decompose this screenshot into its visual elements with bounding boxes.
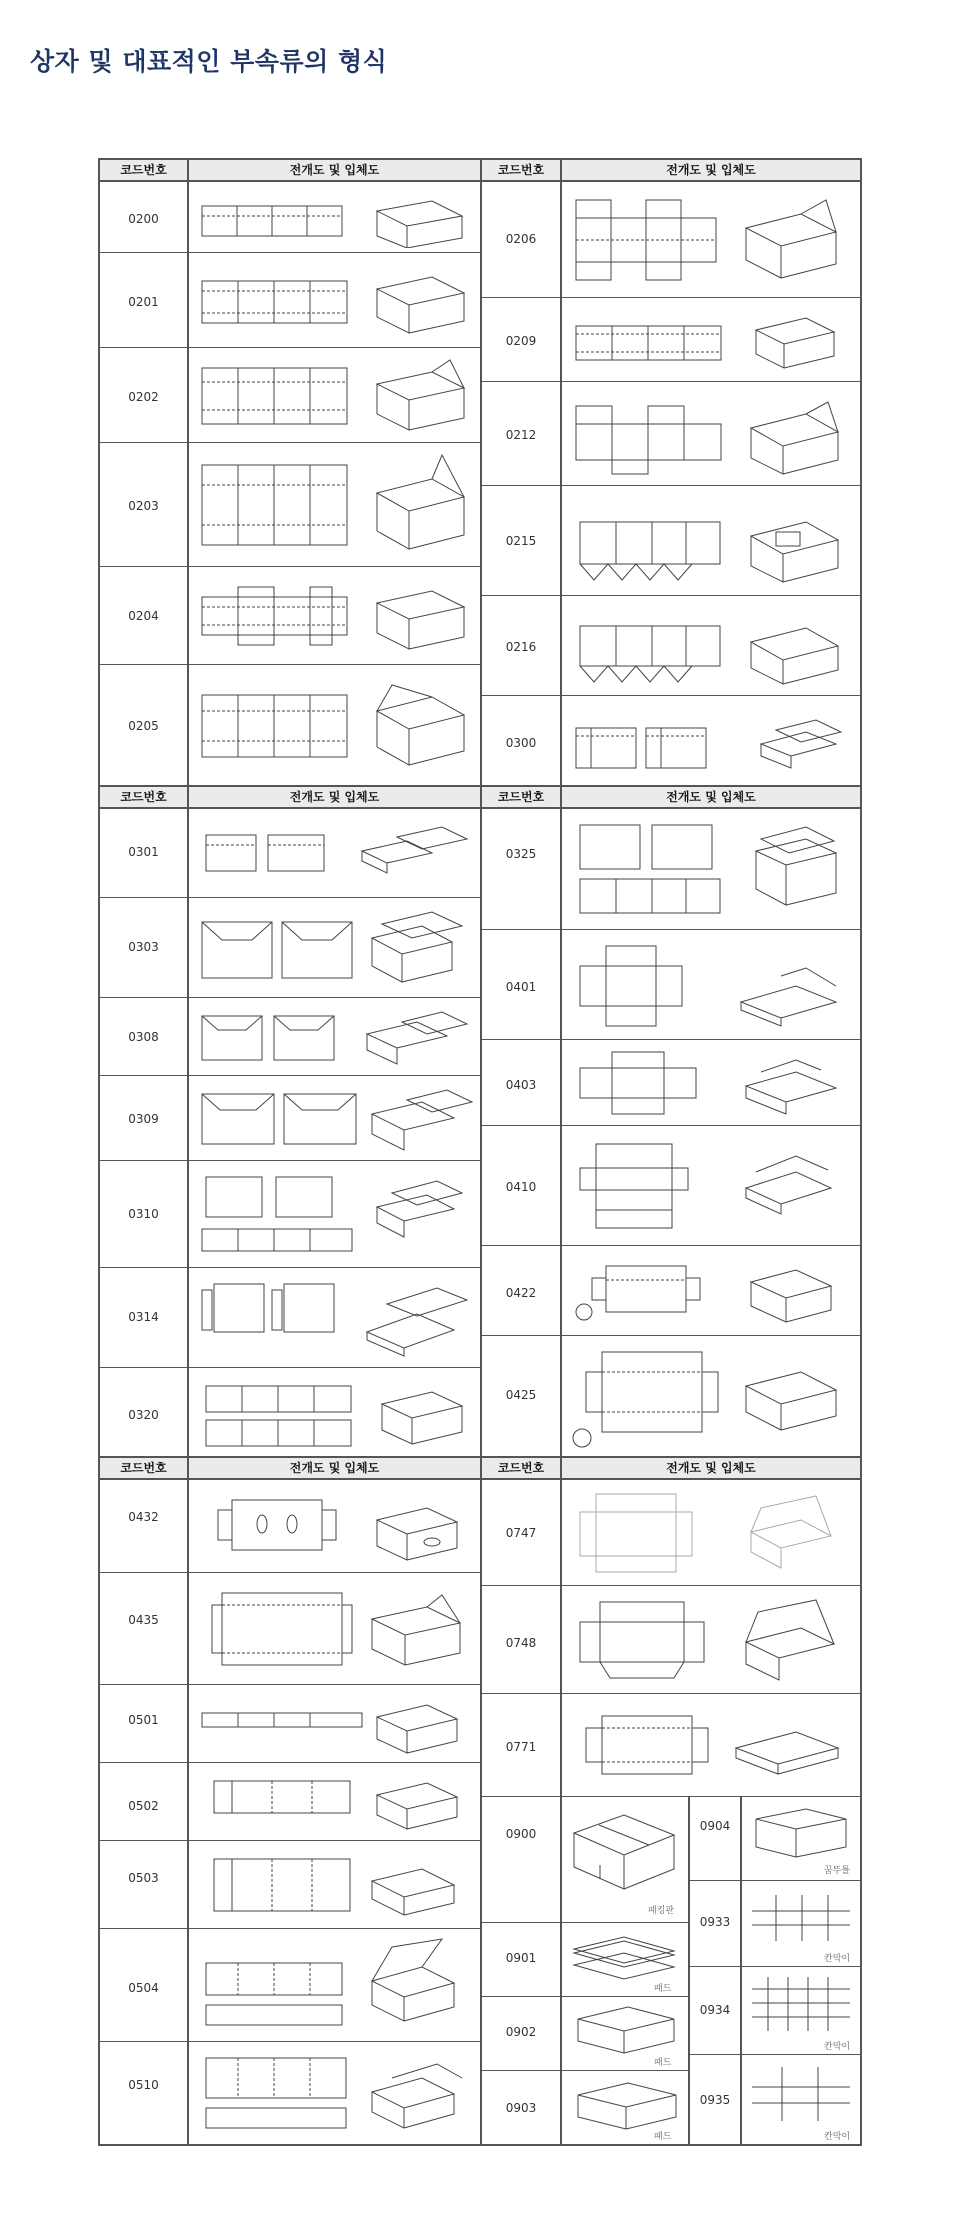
code-label: 0503 (128, 1871, 159, 1885)
box-drawing (566, 1486, 856, 1579)
code-label: 0502 (128, 1799, 159, 1813)
caption: 칸막이 (824, 2042, 851, 2052)
code-label: 0935 (699, 2093, 731, 2107)
box-drawing (192, 904, 476, 992)
code-label: 0215 (505, 534, 537, 548)
caption: 칸막이 (824, 2132, 851, 2142)
box-drawing (192, 1691, 476, 1757)
code-label: 0205 (128, 719, 159, 733)
partition-drawing (746, 2061, 856, 2127)
box-drawing (192, 573, 476, 659)
table-section-1 (98, 158, 862, 789)
page-title: 상자 및 대표적인 부속류의 형식 (30, 47, 388, 76)
box-drawing (192, 1847, 476, 1923)
box-drawing (566, 304, 856, 376)
code-label: 0902 (505, 2025, 537, 2039)
box-drawing (566, 1132, 856, 1240)
box-drawing (192, 1082, 476, 1155)
code-label: 0300 (505, 736, 537, 750)
header-drawing: 전개도 및 입체도 (562, 1458, 860, 1480)
box-drawing (192, 815, 476, 891)
caption: 패드 (654, 1984, 672, 1994)
header-code: 코드번호 (100, 787, 187, 809)
code-label: 0209 (505, 334, 537, 348)
pad-drawing (564, 1803, 684, 1903)
header-code: 코드번호 (100, 1458, 187, 1480)
code-label: 0403 (505, 1078, 537, 1092)
pad-drawing (564, 2075, 684, 2131)
frame-drawing (746, 1803, 856, 1863)
header-code: 코드번호 (482, 1458, 560, 1480)
code-label: 0934 (699, 2003, 731, 2017)
code-label: 0206 (505, 232, 537, 246)
pad-drawing (564, 1929, 684, 1983)
code-label: 0901 (505, 1951, 537, 1965)
box-drawing (566, 1046, 856, 1120)
box-drawing (566, 936, 856, 1034)
code-label: 0309 (128, 1112, 159, 1126)
code-label: 0204 (128, 609, 159, 623)
code-label: 0200 (128, 212, 159, 226)
code-label: 0201 (128, 295, 159, 309)
code-label: 0747 (505, 1526, 537, 1540)
header-drawing: 전개도 및 입체도 (189, 160, 480, 182)
header-drawing: 전개도 및 입체도 (562, 160, 860, 182)
box-drawing (192, 354, 476, 437)
code-label: 0401 (505, 980, 537, 994)
box-drawing (566, 1592, 856, 1688)
box-drawing (566, 188, 856, 291)
box-drawing (192, 1274, 476, 1362)
box-drawing (566, 492, 856, 590)
box-drawing (192, 1004, 476, 1070)
box-drawing (566, 1252, 856, 1330)
code-label: 0501 (128, 1713, 159, 1727)
code-label: 0933 (699, 1915, 731, 1929)
code-label: 0203 (128, 499, 159, 513)
header-drawing: 전개도 및 입체도 (189, 1458, 480, 1480)
code-label: 0325 (505, 847, 537, 861)
box-drawing (192, 1769, 476, 1835)
header-code: 코드번호 (100, 160, 187, 182)
box-drawing (192, 449, 476, 561)
caption: 패드 (654, 2058, 672, 2068)
code-label: 0432 (128, 1510, 159, 1524)
header-drawing: 전개도 및 입체도 (189, 787, 480, 809)
code-label: 0435 (128, 1613, 159, 1627)
code-label: 0216 (505, 640, 537, 654)
box-drawing (192, 186, 476, 248)
code-label: 0314 (128, 1310, 159, 1324)
header-code: 코드번호 (482, 160, 560, 182)
code-label: 0410 (505, 1180, 537, 1194)
caption: 패킹판 (648, 1906, 675, 1916)
code-label: 0212 (505, 428, 537, 442)
box-drawing (566, 1700, 856, 1791)
box-drawing (192, 259, 476, 342)
box-drawing (192, 671, 476, 782)
code-label: 0504 (128, 1981, 159, 1995)
code-label: 0310 (128, 1207, 159, 1221)
code-label: 0422 (505, 1286, 537, 1300)
box-drawing (566, 702, 856, 782)
partition-drawing (746, 1973, 856, 2037)
box-drawing (566, 388, 856, 480)
box-drawing (566, 1342, 856, 1453)
code-label: 0308 (128, 1030, 159, 1044)
box-drawing (566, 602, 856, 690)
box-drawing (192, 1579, 476, 1679)
box-drawing (192, 1486, 476, 1566)
code-label: 0748 (505, 1636, 537, 1650)
code-label: 0425 (505, 1388, 537, 1402)
header-drawing: 전개도 및 입체도 (562, 787, 860, 809)
caption: 패드 (654, 2132, 672, 2142)
code-label: 0320 (128, 1408, 159, 1422)
table-section-2 (98, 785, 862, 1460)
pad-drawing (564, 2001, 684, 2057)
code-label: 0903 (505, 2101, 537, 2115)
box-drawing (192, 1167, 476, 1262)
box-drawing (566, 815, 856, 923)
partition-drawing (746, 1887, 856, 1949)
box-drawing (192, 1935, 476, 2036)
code-label: 0301 (128, 845, 159, 859)
code-label: 0904 (699, 1819, 731, 1833)
code-label: 0900 (505, 1827, 537, 1841)
code-label: 0510 (128, 2078, 159, 2092)
code-label: 0771 (505, 1740, 537, 1754)
code-label: 0202 (128, 390, 159, 404)
caption: 칸막이 (824, 1954, 851, 1964)
box-drawing (192, 2048, 476, 2139)
box-drawing (192, 1374, 476, 1453)
table-section-3 (98, 1456, 862, 2146)
code-label: 0303 (128, 940, 159, 954)
caption: 꿈뚜틀 (824, 1866, 851, 1876)
header-code: 코드번호 (482, 787, 560, 809)
